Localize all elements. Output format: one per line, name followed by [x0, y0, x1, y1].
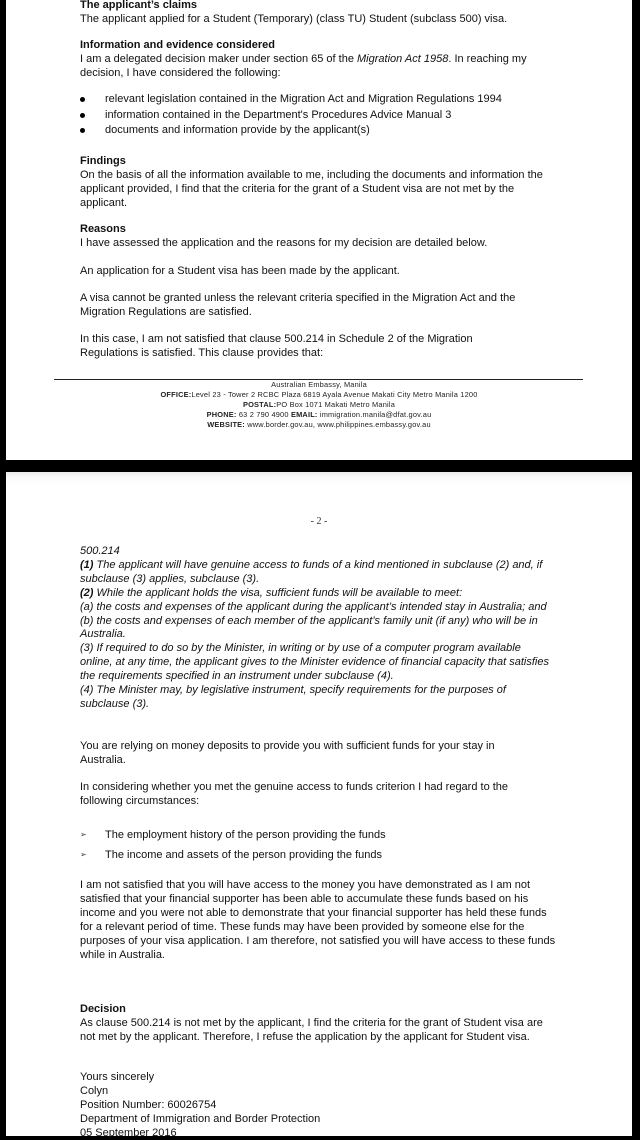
clause-quote [80, 545, 550, 712]
decision-date: 05 September 2016 [80, 1127, 177, 1139]
office-label: OFFICE: [160, 390, 192, 399]
phone-label: PHONE: [206, 410, 237, 419]
relying-paragraph: You are relying on money deposits to provide you with sufficient funds for your stay in Australia. [80, 740, 495, 766]
reasons-paragraph: I have assessed the application and the reasons for my decision are detailed below. [80, 237, 488, 249]
info-text-part: I am a delegated decision maker under section 65 of the [80, 53, 358, 65]
list-item-text: information contained in the Department's Procedures Advice Manual 3 [105, 109, 452, 121]
reasons-paragraph: In this case, I am not satisfied that clause 500.214 in Schedule 2 of the Migration Regulations is satisfied. This clause provides that: [80, 333, 473, 359]
considering-paragraph: In considering whether you met the genuine access to funds criterion I had regard to the following circumstances: [80, 781, 509, 807]
contact-line [6, 410, 632, 420]
closing: Yours sincerely [80, 1071, 155, 1083]
arrow-bullet-icon: ➢ [80, 850, 87, 859]
info-text [80, 52, 560, 80]
subclause-text: While the applicant holds the visa, sufficient funds will be available to meet: [93, 586, 463, 599]
subclause-text: The applicant will have genuine access to funds of a kind mentioned in subclause (2) and, if subclause (3) applies, subclause (3). [80, 558, 543, 585]
postal-address [6, 400, 632, 410]
section-decision [80, 1002, 550, 1044]
office-address [6, 390, 632, 400]
section-heading: Findings [80, 155, 126, 167]
postal-label: POSTAL: [242, 400, 277, 409]
subclause-2a: (a) the costs and expenses of the applicant during the applicant’s intended stay in Australia; and [80, 600, 547, 613]
findings-text: On the basis of all the information available to me, including the documents and information the applicant provided, I find that the criteria for the grant of a Student visa are not met by the applicant. [80, 169, 543, 209]
email-value[interactable]: immigration.manila@dfat.gov.au [317, 410, 432, 419]
website-line [6, 420, 632, 430]
section-information-evidence [80, 38, 560, 80]
email-label: EMAIL: [290, 410, 318, 419]
subclause-4: (4) The Minister may, by legislative instrument, specify requirements for the purposes of subclause (3). [80, 684, 506, 710]
letterhead-footer [6, 380, 632, 430]
section-reasons [80, 222, 560, 250]
list-item-text: The employment history of the person providing the funds [105, 829, 386, 841]
section-findings [80, 154, 564, 210]
bullet-icon [80, 108, 92, 122]
arrow-bullet-icon: ➢ [80, 830, 87, 839]
section-applicant-claims [80, 0, 560, 26]
act-title: Migration Act 1958 [357, 53, 449, 65]
list-item-text: documents and information provide by the applicant(s) [105, 124, 370, 136]
section-heading: Information and evidence considered [80, 39, 275, 51]
signatory-name: Colyn [80, 1085, 109, 1097]
subclause-1 [80, 559, 550, 587]
bullet-icon [80, 123, 92, 137]
subclause-2 [80, 587, 550, 601]
embassy-name: Australian Embassy, Manila [271, 380, 367, 389]
section-heading: The applicant’s claims [80, 0, 197, 11]
clause-number: 500.214 [80, 545, 120, 557]
subclause-label: (2) [80, 586, 94, 599]
decision-text: As clause 500.214 is not met by the applicant, I find the criteria for the grant of Student visa are not met by the applicant. Therefore, I refuse the application by the applicant for Student visa. [80, 1017, 543, 1043]
department: Department of Immigration and Border Protection [80, 1113, 321, 1125]
subclause-3: (3) If required to do so by the Minister, in writing or by use of a computer program available online, at any time, the applicant gives to the Minister evidence of financial capacity that satisfies the requirements specified in an instrument under subclause (4). [80, 642, 549, 683]
signature-block [80, 1070, 560, 1140]
reasons-paragraph: A visa cannot be granted unless the relevant criteria specified in the Migration Act and the Migration Regulations are satisfied. [80, 292, 516, 318]
reasons-paragraph: An application for a Student visa has been made by the applicant. [80, 265, 400, 277]
website-label: WEBSITE: [207, 420, 245, 429]
office-value: Level 23 - Tower 2 RCBC Plaza 6819 Ayala Avenue Makati City Metro Manila 1200 [191, 390, 478, 399]
document-page-1 [6, 0, 632, 460]
website-value[interactable]: www.border.gov.au, www.philippines.embassy.gov.au [244, 420, 431, 429]
phone-value: 63 2 790 4900 [236, 410, 291, 419]
page-number: - 2 - [310, 516, 328, 527]
document-page-2 [6, 472, 632, 1139]
claims-text: The applicant applied for a Student (Temporary) (class TU) Student (subclass 500) visa. [80, 13, 508, 25]
list-item-text: The income and assets of the person providing the funds [105, 849, 383, 861]
info-text-part: . In reaching my decision, I have considered the following: [80, 53, 527, 79]
bullet-icon [80, 92, 92, 106]
list-item-text: relevant legislation contained in the Migration Act and Migration Regulations 1994 [105, 93, 502, 105]
section-heading: Decision [80, 1003, 126, 1015]
postal-value: PO Box 1071 Makati Metro Manila [276, 400, 396, 409]
subclause-2b: (b) the costs and expenses of each member of the applicant’s family unit (if any) who will be in Australia. [80, 614, 538, 641]
subclause-label: (1) [80, 558, 94, 571]
not-satisfied-paragraph: I am not satisfied that you will have access to the money you have demonstrated as I am not satisfied that your financial supporter has been able to accumulate these funds based on his income and you were not able to demonstrate that your financial supporter has held these funds for a relevant period of time. These funds may have been provided by someone else for the purposes of your visa application. I am therefore, not satisfied you will have access to these funds while in Australia. [80, 879, 556, 961]
section-heading: Reasons [80, 223, 126, 235]
position-number: Position Number: 60026754 [80, 1099, 217, 1111]
